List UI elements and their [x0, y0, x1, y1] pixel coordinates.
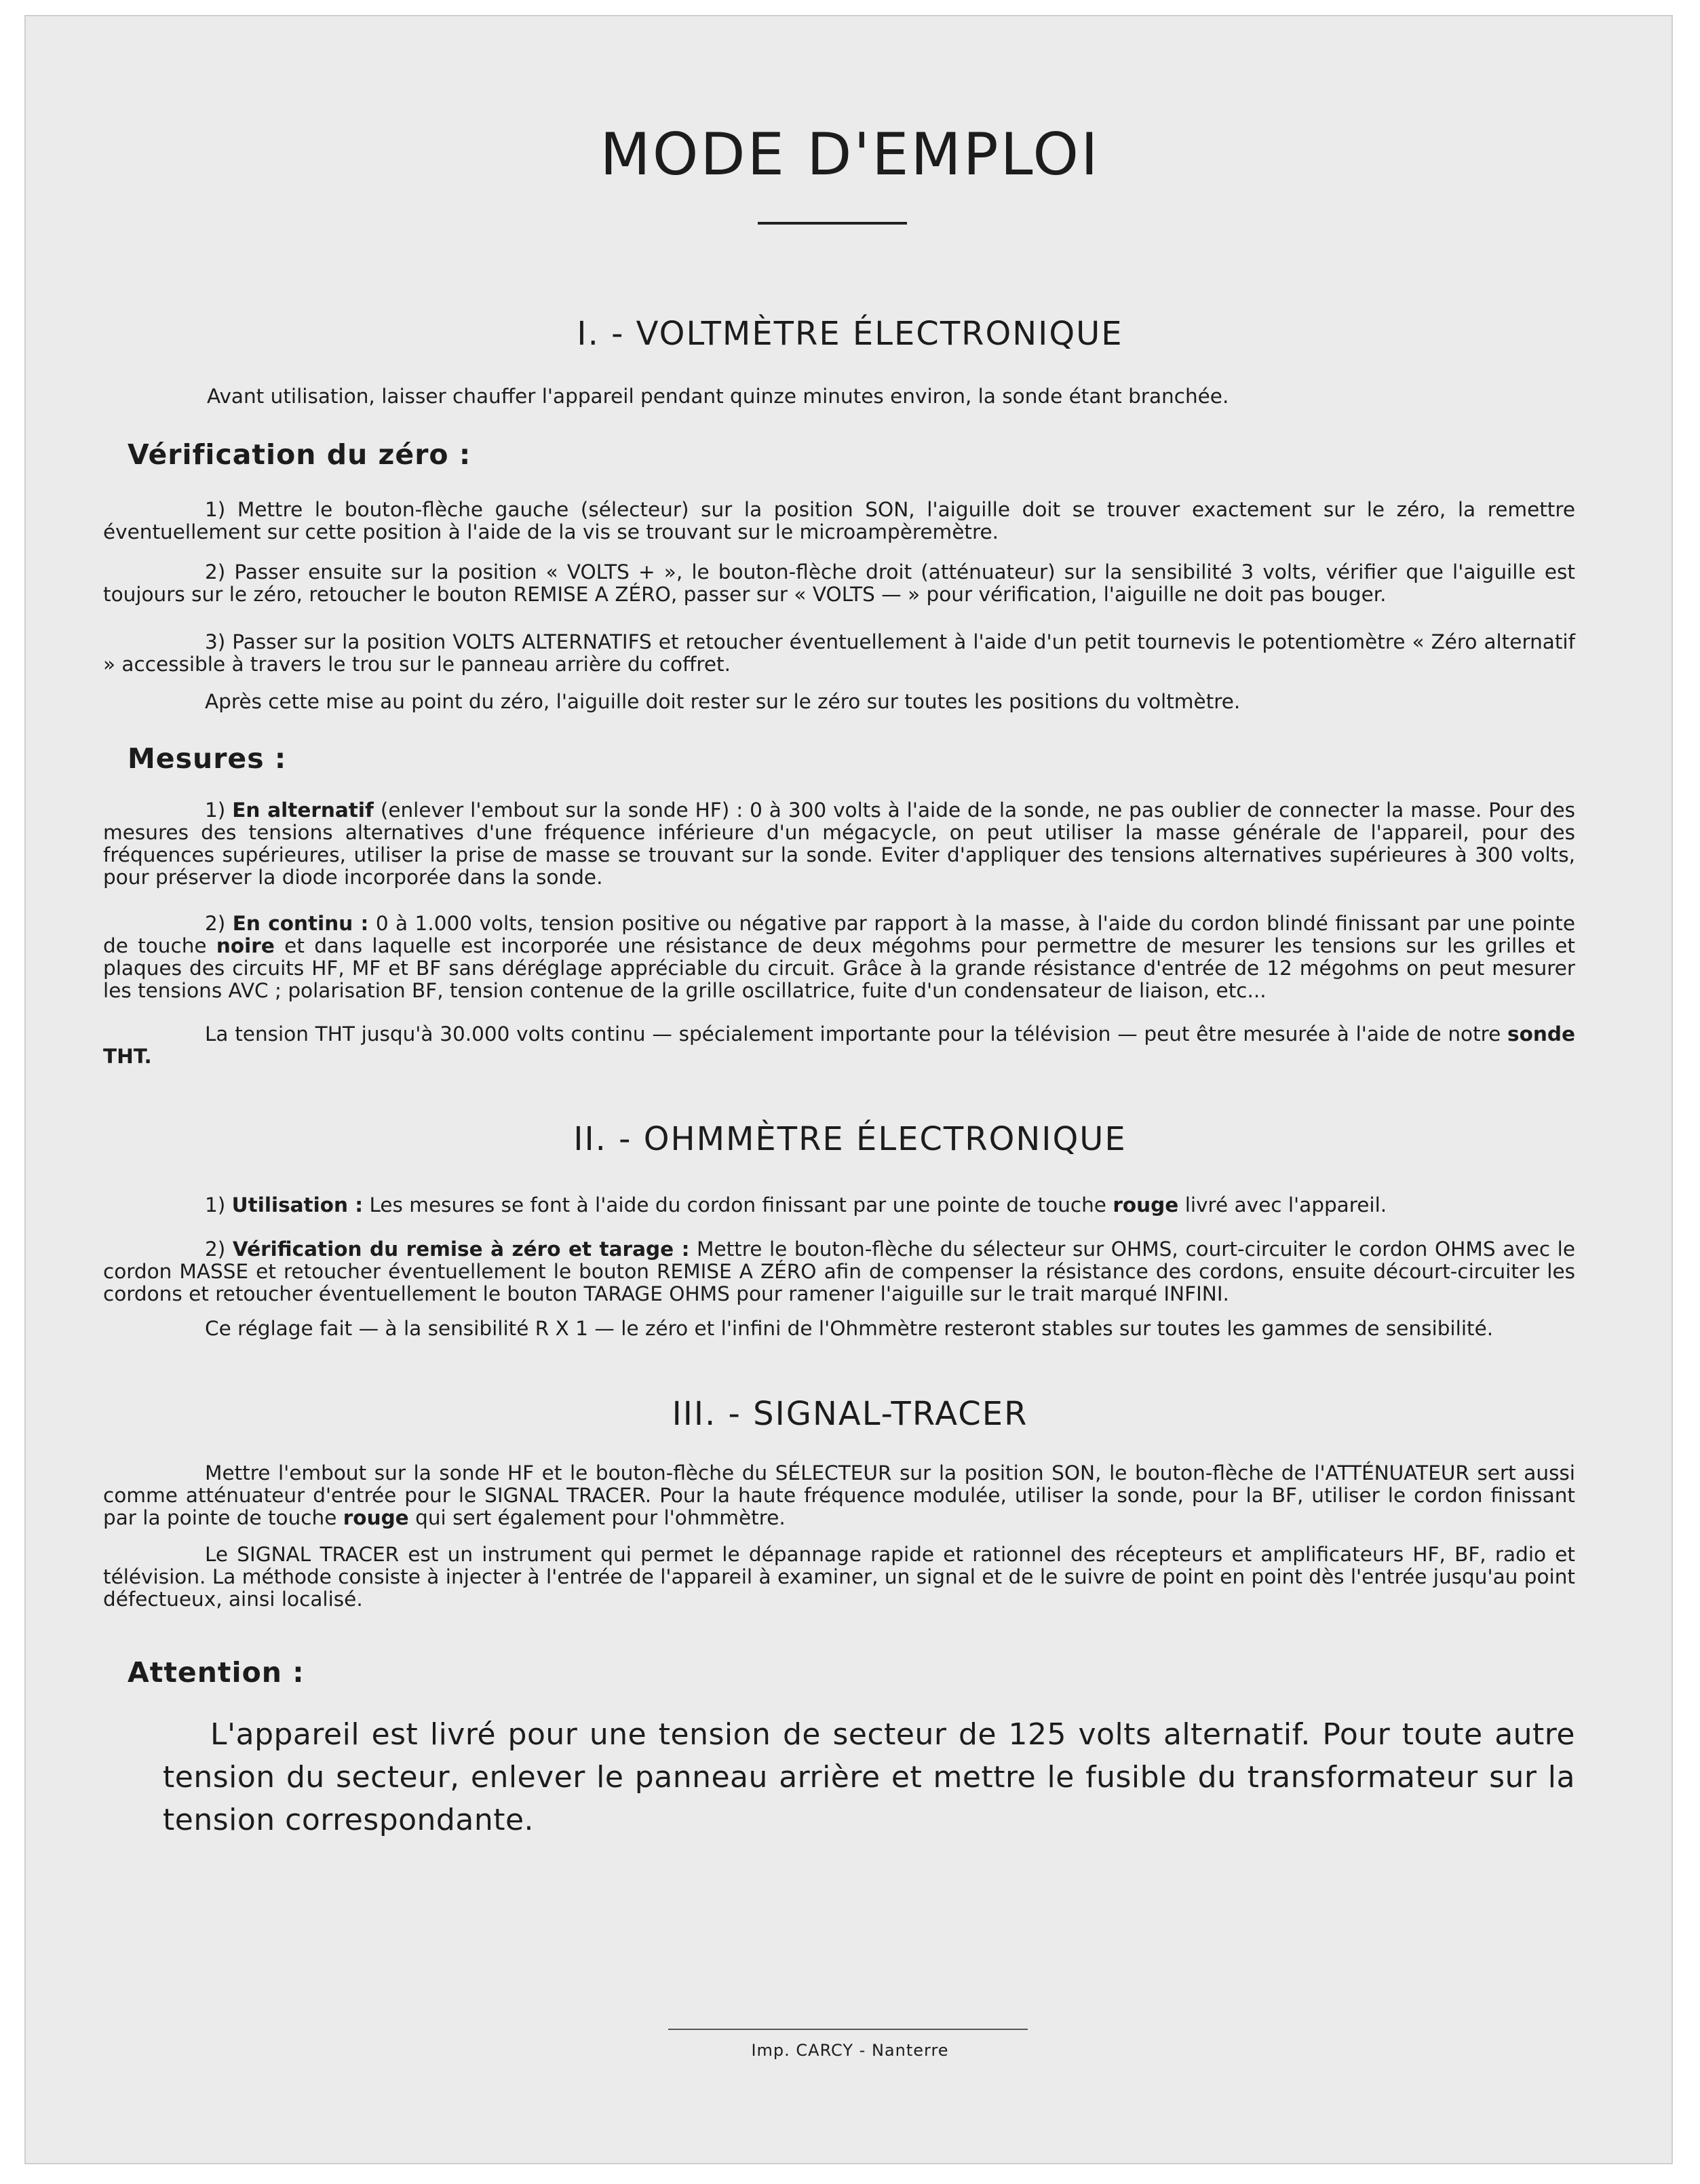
section-title-signal: III. - SIGNAL-TRACER [672, 1395, 1028, 1433]
mesure-2-text-a: 0 à 1.000 volts, tension positive ou négative par rapport à la masse, à l'aide du cordon blindé finissant par une pointe de touche [103, 912, 1575, 957]
signal-p1-text-b: qui sert également pour l'ohmmètre. [415, 1506, 786, 1529]
printer-credit: Imp. CARCY - Nanterre [751, 2041, 949, 2060]
attention-heading: Attention : [128, 1656, 305, 1689]
ohm-p2-num: 2) [205, 1238, 226, 1261]
mesure-2-text-b: et dans laquelle est incorporée une résistance de deux mégohms pour permettre de mesurer les tensions sur les grilles et plaques des circuits HF, MF et BF sans déréglage appréciable du circuit. Grâce à la grande résistance d'entrée de 12 mégohms on peut mesurer les tensions AVC ; polarisation BF, tension contenue de la grille oscillatrice, fuite d'un condensateur de liaison, etc... [103, 934, 1575, 1002]
verification-para-1: 1) Mettre le bouton-flèche gauche (sélecteur) sur la position SON, l'aiguille doit se trouver exactement sur le zéro, la remettre éventuellement sur cette position à l'aide de la vis se trouvant sur le microampèremètre. [103, 498, 1575, 543]
mesure-1-num: 1) [205, 799, 226, 822]
ohm-p1-bold: rouge [1113, 1193, 1179, 1216]
mesure-1-label: En alternatif [232, 799, 374, 822]
tht-text: La tension THT jusqu'à 30.000 volts continu — spécialement importante pour la télévision — peut être mesurée à l'aide de notre [205, 1022, 1501, 1046]
ohmmetre-para-1 [103, 1194, 1575, 1216]
ohm-p1-label: Utilisation : [231, 1193, 364, 1216]
ohm-p2-label: Vérification du remise à zéro et tarage : [232, 1238, 690, 1261]
signal-para-2: Le SIGNAL TRACER est un instrument qui permet le dépannage rapide et rationnel des récepteurs et amplificateurs HF, BF, radio et télévision. La méthode consiste à injecter à l'entrée de l'appareil à examiner, un signal et de le suivre de point en point dès l'entrée jusqu'au point défectueux, ainsi localisé. [103, 1543, 1575, 1611]
mesure-2-num: 2) [205, 912, 226, 935]
ohm-p2-text: Mettre le bouton-flèche du sélecteur sur OHMS, court-circuiter le cordon OHMS avec le cordon MASSE et retoucher éventuellement le bouton REMISE A ZÉRO afin de compenser la résistance des cordons, ensuite décourt-circuiter les cordons et retoucher éventuellement le bouton TARAGE OHMS pour ramener l'aiguille sur le trait marqué INFINI. [103, 1238, 1575, 1305]
footer-rule [668, 2029, 1028, 2030]
mesure-1-text: (enlever l'embout sur la sonde HF) : 0 à 300 volts à l'aide de la sonde, ne pas oublier de connecter la masse. Pour des mesures des tensions alternatives d'une fréquence inférieure d'un mégacycle, on peut utiliser la masse générale de l'appareil, pour des fréquences supérieures, utiliser la prise de masse se trouvant sur la sonde. Eviter d'appliquer des tensions alternatives supérieures à 300 volts, pour préserver la diode incorporée dans la sonde. [103, 799, 1576, 889]
verification-heading: Vérification du zéro : [128, 438, 471, 471]
attention-text: L'appareil est livré pour une tension de secteur de 125 volts alternatif. Pour toute autre tension du secteur, enlever le panneau arrière et mettre le fusible du transformateur sur la tension correspondante. [163, 1717, 1575, 1837]
mesures-heading: Mesures : [128, 742, 287, 775]
signal-p1-bold: rouge [343, 1506, 409, 1529]
verification-para-4: Après cette mise au point du zéro, l'aiguille doit rester sur le zéro sur toutes les positions du voltmètre. [205, 690, 1241, 713]
page-title: MODE D'EMPLOI [600, 121, 1100, 189]
mesure-2-label: En continu : [232, 912, 369, 935]
mesure-continu [103, 913, 1575, 1002]
ohm-p1-text-b: livré avec l'appareil. [1184, 1193, 1387, 1216]
section-title-ohmmetre: II. - OHMMÈTRE ÉLECTRONIQUE [573, 1120, 1127, 1158]
tht-bold: sonde THT. [103, 1022, 1575, 1068]
section-title-voltmetre: I. - VOLTMÈTRE ÉLECTRONIQUE [577, 315, 1123, 353]
ohm-p1-num: 1) [205, 1193, 226, 1216]
signal-para-1 [103, 1462, 1575, 1529]
ohm-p1-text-a: Les mesures se font à l'aide du cordon finissant par une pointe de touche [369, 1193, 1106, 1216]
tht-paragraph [103, 1023, 1575, 1068]
ohmmetre-para-3: Ce réglage fait — à la sensibilité R X 1 — le zéro et l'infini de l'Ohmmètre resteront stables sur toutes les gammes de sensibilité. [205, 1317, 1494, 1340]
verification-para-2: 2) Passer ensuite sur la position « VOLTS + », le bouton-flèche droit (atténuateur) sur la sensibilité 3 volts, vérifier que l'aiguille est toujours sur le zéro, retoucher le bouton REMISE A ZÉRO, passer sur « VOLTS — » pour vérification, l'aiguille ne doit pas bouger. [103, 560, 1575, 606]
mesure-2-bold: noire [216, 934, 275, 957]
ohmmetre-para-2 [103, 1238, 1575, 1305]
signal-p1-text-a: Mettre l'embout sur la sonde HF et le bouton-flèche du SÉLECTEUR sur la position SON, le bouton-flèche de l'ATTÉNUATEUR sert aussi comme atténuateur d'entrée pour le SIGNAL TRACER. Pour la haute fréquence modulée, utiliser la sonde, pour la BF, utiliser le cordon finissant par la pointe de touche [103, 1461, 1575, 1529]
title-underline [758, 222, 907, 225]
voltmetre-intro: Avant utilisation, laisser chauffer l'appareil pendant quinze minutes environ, la sonde étant branchée. [207, 385, 1229, 408]
mesure-alternatif [103, 799, 1575, 889]
verification-para-3: 3) Passer sur la position VOLTS ALTERNATIFS et retoucher éventuellement à l'aide d'un petit tournevis le potentiomètre « Zéro alternatif » accessible à travers le trou sur le panneau arrière du coffret. [103, 630, 1575, 676]
